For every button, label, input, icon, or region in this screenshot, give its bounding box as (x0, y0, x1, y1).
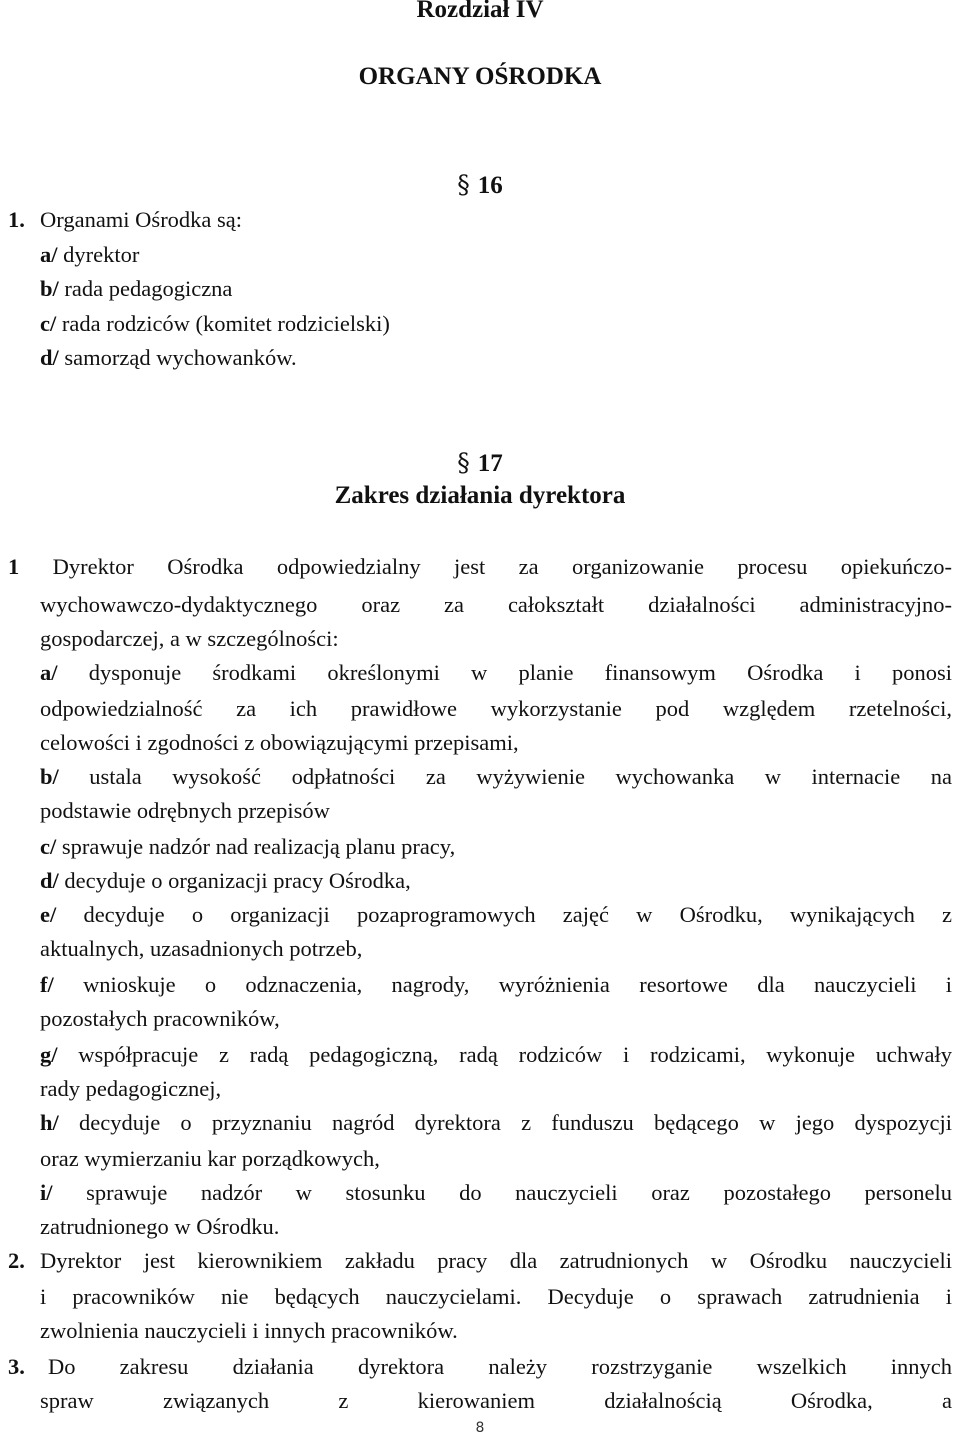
item-text: decyduje o organizacji pozaprogramowych zajęć w Ośrodku, wynikających z (83, 902, 953, 927)
list-item (8, 238, 390, 273)
item-letter: b/ (40, 276, 59, 301)
section-number: 17 (477, 450, 503, 477)
item-f-line-1 (40, 970, 952, 1000)
item-text: sprawuje nadzór nad realizacją planu pracy, (61, 834, 456, 859)
organs-list (8, 203, 390, 376)
item-text: wnioskuje o odznaczenia, nagrody, wyróżnienia resortowe dla nauczycieli i (83, 972, 953, 997)
section-mark: § (457, 170, 470, 199)
item-e-line-1 (40, 900, 952, 930)
paragraph-1-line-3: gospodarczej, a w szczególności: (40, 626, 339, 651)
item-a-line-1 (40, 658, 952, 688)
paragraph-2-line-2: i pracowników nie będących nauczycielami. Decyduje o sprawach zatrudnienia i (40, 1284, 952, 1309)
paragraph-2-line-3: zwolnienia nauczycieli i innych pracowników. (40, 1318, 458, 1343)
item-letter: h/ (40, 1110, 59, 1135)
section-mark: § (457, 448, 470, 477)
item-b-line-2: podstawie odrębnych przepisów (40, 798, 330, 823)
item-letter: a/ (40, 660, 58, 685)
item-text: dyrektor (63, 241, 140, 267)
paragraph-1-line-2: wychowawczo-dydaktycznego oraz za całokształt działalności administracyjno- (40, 592, 952, 617)
item-text: sprawuje nadzór w stosunku do nauczycieli oraz pozostałego personelu (86, 1180, 952, 1205)
item-letter: a/ (40, 241, 58, 267)
list-intro-text: Organami Ośrodka są: (40, 207, 243, 232)
item-a-line-2: odpowiedzialność za ich prawidłowe wykorzystanie pod względem rzetelności, (40, 696, 952, 721)
list-item (8, 341, 390, 376)
item-letter: i/ (40, 1180, 53, 1205)
item-d-line-1 (40, 866, 411, 896)
chapter-title: Rozdział IV (416, 0, 544, 23)
item-h-line-1 (40, 1108, 952, 1138)
item-letter: b/ (40, 764, 59, 789)
section-number: 16 (477, 172, 503, 199)
paragraph-3-number: 3. (8, 1354, 25, 1379)
section-16-heading (0, 170, 960, 200)
item-text: samorząd wychowanków. (64, 345, 297, 370)
item-text: rada pedagogiczna (64, 276, 233, 301)
item-i-line-1 (40, 1178, 952, 1208)
item-g-line-2: rady pedagogicznej, (40, 1076, 222, 1101)
item-text: decyduje o przyznaniu nagród dyrektora z funduszu będącego w jego dyspozycji (78, 1110, 952, 1135)
paragraph-3-line-2: spraw związanych z kierowaniem działalnością Ośrodka, a (40, 1388, 952, 1413)
section-17-heading (0, 448, 960, 478)
item-h-line-2: oraz wymierzaniu kar porządkowych, (40, 1146, 380, 1171)
item-text: decyduje o organizacji pracy Ośrodka, (64, 868, 411, 893)
item-e-line-2: aktualnych, uzasadnionych potrzeb, (40, 936, 363, 961)
item-letter: c/ (40, 834, 57, 859)
item-text: dysponuje środkami określonymi w planie finansowym Ośrodka i ponosi (88, 660, 952, 685)
chapter-subtitle: ORGANY OŚRODKA (358, 63, 602, 90)
item-text: współpracuje z radą pedagogiczną, radą rodziców i rodzicami, wykonuje uchwały (78, 1042, 952, 1067)
list-item (8, 272, 390, 307)
item-text: rada rodziców (komitet rodzicielski) (61, 310, 390, 336)
item-letter: g/ (40, 1042, 58, 1067)
item-letter: e/ (40, 902, 57, 927)
item-a-line-3: celowości i zgodności z obowiązującymi przepisami, (40, 730, 519, 755)
item-i-line-2: zatrudnionego w Ośrodku. (40, 1214, 280, 1239)
paragraph-2-number: 2. (8, 1248, 25, 1273)
item-c-line-1 (40, 832, 455, 862)
page-number: 8 (475, 1420, 485, 1436)
item-number: 1. (8, 207, 25, 232)
paragraph-2-line-1: Dyrektor jest kierownikiem zakładu pracy dla zatrudnionych w Ośrodku nauczycieli (40, 1248, 952, 1273)
paragraph-number: 1 (8, 554, 20, 579)
item-letter: d/ (40, 345, 59, 370)
list-item (8, 307, 390, 342)
item-b-line-1 (40, 762, 952, 792)
section-17-title: Zakres działania dyrektora (334, 482, 626, 509)
paragraph-3-line-1: Do zakresu działania dyrektora należy rozstrzyganie wszelkich innych (48, 1354, 952, 1379)
item-g-line-1 (40, 1040, 952, 1070)
item-text: ustala wysokość odpłatności za wyżywienie wychowanka w internacie na (89, 764, 953, 789)
item-letter: d/ (40, 868, 59, 893)
paragraph-1-line-1 (8, 552, 952, 582)
item-f-line-2: pozostałych pracowników, (40, 1006, 280, 1031)
item-letter: f/ (40, 972, 54, 997)
paragraph-text: Dyrektor Ośrodka odpowiedzialny jest za organizowanie procesu opiekuńczo- (52, 554, 952, 579)
item-letter: c/ (40, 310, 57, 336)
list-intro (8, 203, 390, 238)
